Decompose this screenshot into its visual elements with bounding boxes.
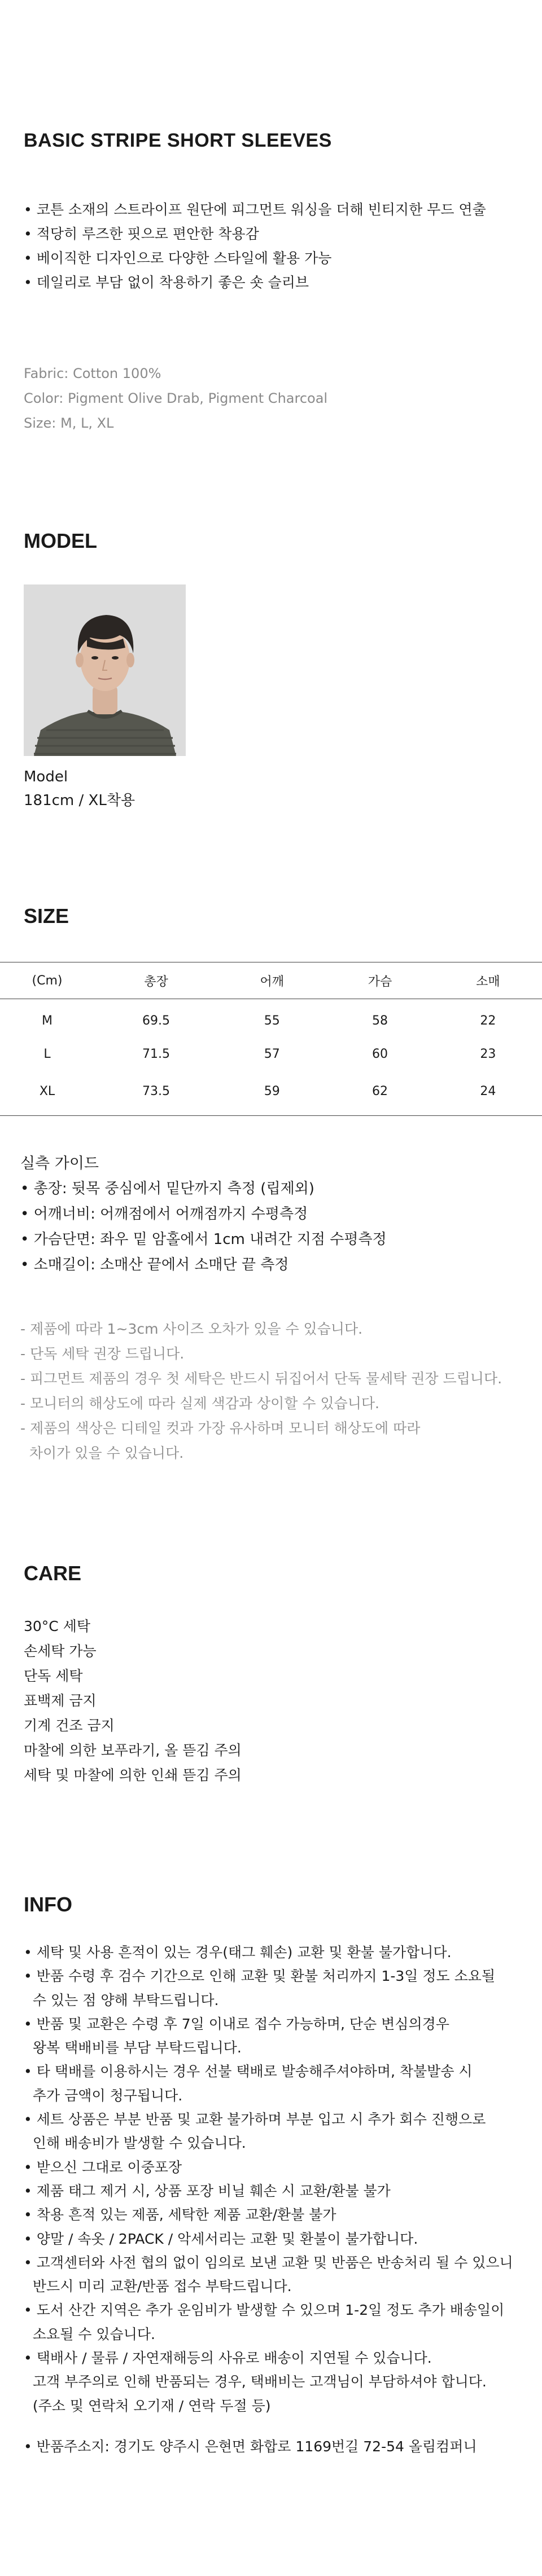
info-line: (주소 및 연락처 오기재 / 연락 두절 등) — [24, 2397, 271, 2414]
info-line: 고객 부주의로 인해 반품되는 경우, 택배비는 고객님이 부담하셔야 합니다. — [24, 2373, 487, 2390]
care-line: 단독 세탁 — [24, 1668, 83, 1684]
info-line: • 양말 / 속옷 / 2PACK / 악세서리는 교환 및 환불이 불가합니다. — [24, 2230, 418, 2247]
feature-item: • 적당히 루즈한 핏으로 편안한 착용감 — [24, 226, 259, 242]
info-line: • 타 택배를 이용하시는 경우 선불 택배로 발송해주셔야하며, 착불발송 시 — [24, 2063, 473, 2080]
care-line: 손세탁 가능 — [24, 1643, 97, 1659]
size-table — [0, 962, 542, 1116]
info-line: 수 있는 점 양해 부탁드립니다. — [24, 1992, 219, 2008]
table-cell: 71.5 — [142, 1047, 171, 1061]
header-sleeve: 소매 — [434, 962, 542, 999]
info-line: • 제품 태그 제거 시, 상품 포장 비닐 훼손 시 교환/환불 불가 — [24, 2182, 391, 2199]
guide-heading: 실측 가이드 — [20, 1155, 99, 1172]
table-cell: 69.5 — [142, 1014, 171, 1028]
notes-list — [20, 1317, 502, 1466]
spacer — [24, 2418, 513, 2435]
table-cell: 73.5 — [94, 1071, 218, 1116]
model-label: Model — [24, 768, 68, 785]
note-line: - 피그먼트 제품의 경우 첫 세탁은 반드시 뒤집어서 단독 물세탁 권장 드립니다. — [20, 1370, 502, 1387]
spec-size: Size: M, L, XL — [24, 415, 114, 431]
size-heading: SIZE — [24, 904, 69, 927]
feature-list — [24, 197, 486, 294]
info-line: • 받으신 그대로 이중포장 — [24, 2159, 182, 2175]
measurement-guide — [20, 1151, 387, 1278]
care-line: 마찰에 의한 보푸라기, 올 뜯김 주의 — [24, 1742, 242, 1759]
care-list — [24, 1614, 242, 1788]
model-caption — [24, 765, 135, 812]
info-line: 추가 금액이 청구됩니다. — [24, 2087, 183, 2104]
table-cell: 55 — [264, 1014, 280, 1028]
info-line: • 고객센터와 사전 협의 없이 임의로 보낸 교환 및 반품은 반송처리 될 수 있으니 — [24, 2254, 513, 2271]
table-row — [0, 999, 542, 1038]
size-label: M — [42, 1014, 53, 1028]
model-photo — [24, 584, 186, 756]
info-heading: INFO — [24, 1893, 72, 1916]
model-photo-illustration — [24, 584, 186, 756]
header-length: 총장 — [94, 962, 218, 999]
model-heading: MODEL — [24, 529, 97, 552]
size-label: XL — [0, 1071, 94, 1116]
info-line: • 반품 수령 후 검수 기간으로 인해 교환 및 환불 처리까지 1-3일 정도 소요될 — [24, 1968, 496, 1985]
info-line: • 세탁 및 사용 흔적이 있는 경우(태그 훼손) 교환 및 환불 불가합니다. — [24, 1944, 452, 1960]
note-line: - 모니터의 해상도에 따라 실제 색감과 상이할 수 있습니다. — [20, 1395, 379, 1412]
product-title: BASIC STRIPE SHORT SLEEVES — [24, 130, 332, 151]
size-label: L — [43, 1047, 51, 1061]
feature-item: • 데일리로 부담 없이 착용하기 좋은 숏 슬리브 — [24, 274, 309, 291]
care-line: 30°C 세탁 — [24, 1618, 91, 1634]
note-line: 차이가 있을 수 있습니다. — [20, 1445, 184, 1461]
guide-line: • 가슴단면: 좌우 밑 암홀에서 1cm 내려간 지점 수평측정 — [20, 1231, 387, 1248]
table-cell: 59 — [218, 1071, 326, 1116]
model-info: 181cm / XL착용 — [24, 792, 136, 809]
table-cell: 62 — [326, 1071, 434, 1116]
guide-line: • 총장: 뒷목 중심에서 밑단까지 측정 (립제외) — [20, 1180, 314, 1197]
table-row — [0, 1071, 542, 1116]
info-list — [24, 1941, 513, 2459]
header-chest: 가슴 — [326, 962, 434, 999]
info-line: • 택배사 / 물류 / 자연재해등의 사유로 배송이 지연될 수 있습니다. — [24, 2350, 432, 2367]
info-line: • 세트 상품은 부분 반품 및 교환 불가하며 부분 입고 시 추가 회수 진행으로 — [24, 2111, 486, 2128]
feature-item: • 코튼 소재의 스트라이프 원단에 피그먼트 워싱을 더해 빈티지한 무드 연출 — [24, 201, 486, 218]
info-line: 인해 배송비가 발생할 수 있습니다. — [24, 2135, 246, 2152]
note-line: - 제품에 따라 1~3cm 사이즈 오차가 있을 수 있습니다. — [20, 1321, 363, 1337]
note-line: - 제품의 색상은 디테일 컷과 가장 유사하며 모니터 해상도에 따라 — [20, 1420, 421, 1436]
info-line: • 착용 흔적 있는 제품, 세탁한 제품 교환/환불 불가 — [24, 2206, 336, 2223]
note-line: - 단독 세탁 권장 드립니다. — [20, 1346, 185, 1362]
header-shoulder: 어깨 — [218, 962, 326, 999]
product-specs — [24, 361, 327, 436]
table-cell: 60 — [372, 1047, 388, 1061]
table-row — [0, 1038, 542, 1071]
info-line: • 도서 산간 지역은 추가 운임비가 발생할 수 있으며 1-2일 정도 추가 배송일이 — [24, 2302, 505, 2319]
info-line: 반드시 미리 교환/반품 접수 부탁드립니다. — [24, 2278, 292, 2295]
size-table-header — [0, 962, 542, 999]
info-line: • 반품 및 교환은 수령 후 7일 이내로 접수 가능하며, 단순 변심의경우 — [24, 2015, 449, 2032]
spec-color: Color: Pigment Olive Drab, Pigment Charcoal — [24, 390, 328, 406]
care-line: 표백제 금지 — [24, 1693, 97, 1709]
care-line: 세탁 및 마찰에 의한 인쇄 뜯김 주의 — [24, 1767, 242, 1783]
guide-line: • 소매길이: 소매산 끝에서 소매단 끝 측정 — [20, 1256, 289, 1273]
guide-line: • 어깨너비: 어깨점에서 어깨점까지 수평측정 — [20, 1206, 308, 1223]
header-unit: (Cm) — [0, 962, 94, 999]
care-heading: CARE — [24, 1562, 82, 1585]
info-line: 왕복 택배비를 부담 부탁드립니다. — [24, 2039, 242, 2056]
info-line: 소요될 수 있습니다. — [24, 2326, 155, 2342]
table-cell: 24 — [434, 1071, 542, 1116]
table-cell: 23 — [480, 1047, 496, 1061]
return-address: • 반품주소지: 경기도 양주시 은현면 화합로 1169번길 72-54 올림컴퍼니 — [24, 2438, 477, 2455]
table-cell: 22 — [480, 1014, 496, 1028]
table-cell: 57 — [264, 1047, 280, 1061]
feature-item: • 베이직한 디자인으로 다양한 스타일에 활용 가능 — [24, 250, 332, 266]
care-line: 기계 건조 금지 — [24, 1717, 115, 1734]
table-cell: 58 — [372, 1014, 388, 1028]
spec-fabric: Fabric: Cotton 100% — [24, 366, 161, 381]
